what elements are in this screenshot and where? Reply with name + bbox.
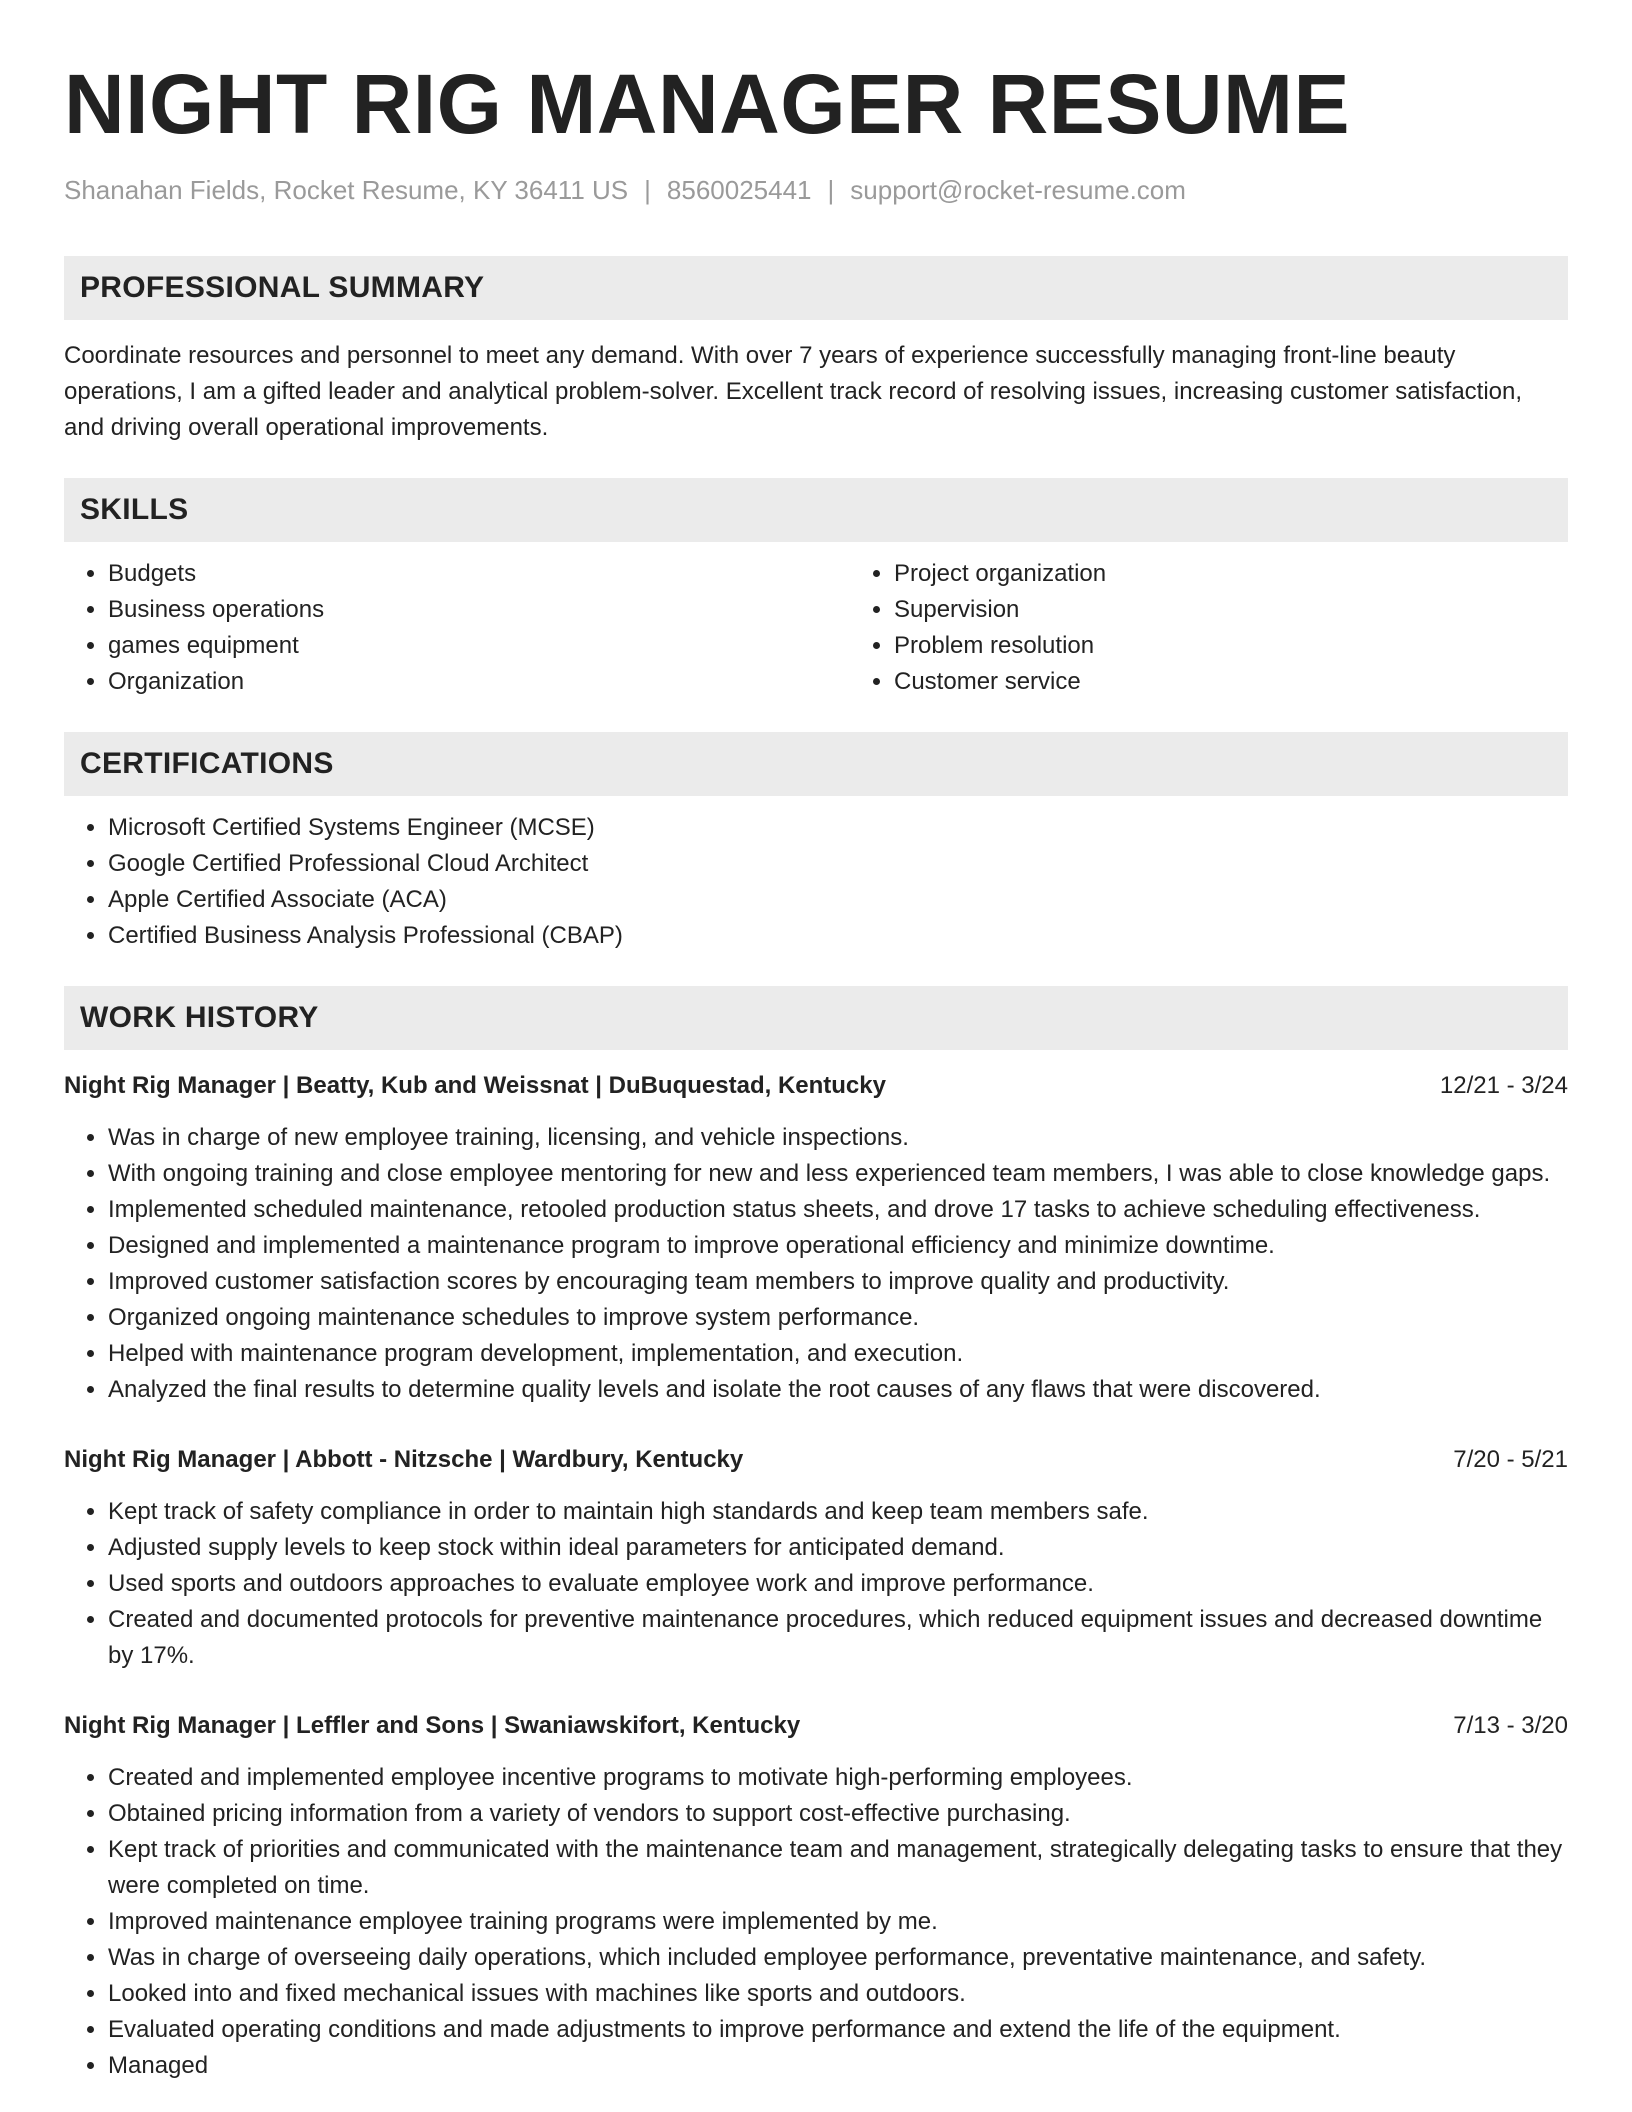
skill-item: • Supervision bbox=[894, 592, 1594, 628]
skills-heading: SKILLS bbox=[64, 478, 1568, 542]
skill-item: • Problem resolution bbox=[894, 628, 1594, 664]
certification-item: • Apple Certified Associate (ACA) bbox=[108, 882, 1568, 918]
summary-text: Coordinate resources and personnel to meet any demand. With over 7 years of experience successfully managing front-line beauty operations, I am a gifted leader and analytical problem-solver. Excellent track record of resolving issues, increasing customer satisfaction, and driving overall operational improvements. bbox=[64, 342, 1523, 441]
job-duty: • Looked into and fixed mechanical issues with machines like sports and outdoors. bbox=[108, 1976, 1568, 2012]
job-duty: • Organized ongoing maintenance schedules to improve system performance. bbox=[108, 1300, 1568, 1336]
job-entry bbox=[64, 1068, 1568, 1408]
job-duty: • Helped with maintenance program development, implementation, and execution. bbox=[108, 1336, 1568, 1372]
certification-item: • Microsoft Certified Systems Engineer (MCSE) bbox=[108, 810, 1568, 846]
job-header bbox=[64, 1708, 1568, 1744]
job-header bbox=[64, 1442, 1568, 1478]
skill-item: • games equipment bbox=[108, 628, 850, 664]
contact-address: Shanahan Fields, Rocket Resume, KY 36411 US bbox=[64, 175, 629, 205]
job-duty: • Designed and implemented a maintenance program to improve operational efficiency and minimize downtime. bbox=[108, 1228, 1568, 1264]
job-duty: • Was in charge of new employee training, licensing, and vehicle inspections. bbox=[108, 1120, 1568, 1156]
job-entry bbox=[64, 1708, 1568, 2084]
job-duties bbox=[64, 1120, 1568, 1408]
job-duty: • Created and implemented employee incentive programs to motivate high-performing employees. bbox=[108, 1760, 1568, 1796]
job-entry bbox=[64, 1442, 1568, 1674]
job-title: Night Rig Manager | Beatty, Kub and Weissnat | DuBuquestad, Kentucky bbox=[64, 1072, 886, 1099]
job-duty: • Obtained pricing information from a variety of vendors to support cost-effective purchasing. bbox=[108, 1796, 1568, 1832]
skill-item: • Business operations bbox=[108, 592, 850, 628]
certifications-heading: CERTIFICATIONS bbox=[64, 732, 1568, 796]
job-duties bbox=[64, 1760, 1568, 2084]
job-dates: 7/20 - 5/21 bbox=[1453, 1446, 1568, 1473]
skill-item: • Project organization bbox=[894, 556, 1594, 592]
skills-column-left bbox=[64, 556, 850, 700]
job-duty: • Improved maintenance employee training programs were implemented by me. bbox=[108, 1904, 1568, 1940]
job-duty: • Improved customer satisfaction scores by encouraging team members to improve quality and productivity. bbox=[108, 1264, 1568, 1300]
skills-list bbox=[64, 542, 1568, 700]
job-dates: 7/13 - 3/20 bbox=[1453, 1712, 1568, 1739]
job-duties bbox=[64, 1494, 1568, 1674]
job-dates: 12/21 - 3/24 bbox=[1439, 1072, 1568, 1099]
job-duty: • Kept track of safety compliance in order to maintain high standards and keep team members safe. bbox=[108, 1494, 1568, 1530]
skill-item: • Organization bbox=[108, 664, 850, 700]
job-duty: • Used sports and outdoors approaches to evaluate employee work and improve performance. bbox=[108, 1566, 1568, 1602]
contact-separator: | bbox=[827, 175, 835, 205]
job-duty: • With ongoing training and close employee mentoring for new and less experienced team members, I was able to close knowledge gaps. bbox=[108, 1156, 1568, 1192]
summary-heading: PROFESSIONAL SUMMARY bbox=[64, 256, 1568, 320]
job-duty: • Evaluated operating conditions and made adjustments to improve performance and extend the life of the equipment. bbox=[108, 2012, 1568, 2048]
resume-title: NIGHT RIG MANAGER RESUME bbox=[64, 57, 1351, 151]
job-duty: • Was in charge of overseeing daily operations, which included employee performance, preventative maintenance, and safety. bbox=[108, 1940, 1568, 1976]
job-duty: • Created and documented protocols for preventive maintenance procedures, which reduced equipment issues and decreased downtime by 17%. bbox=[108, 1602, 1568, 1674]
contact-separator: | bbox=[644, 175, 651, 205]
contact-phone: 8560025441 bbox=[666, 175, 812, 205]
contact-email: support@rocket-resume.com bbox=[850, 175, 1186, 205]
job-duty: • Implemented scheduled maintenance, retooled production status sheets, and drove 17 tasks to achieve scheduling effectiveness. bbox=[108, 1192, 1568, 1228]
certifications-list bbox=[64, 810, 1568, 954]
skill-item: • Budgets bbox=[108, 556, 850, 592]
skill-item: • Customer service bbox=[894, 664, 1594, 700]
certification-item: • Google Certified Professional Cloud Architect bbox=[108, 846, 1568, 882]
job-duty: • Kept track of priorities and communicated with the maintenance team and management, strategically delegating tasks to ensure that they were completed on time. bbox=[108, 1832, 1568, 1904]
job-title: Night Rig Manager | Leffler and Sons | Swaniawskifort, Kentucky bbox=[64, 1712, 801, 1739]
job-duty: • Adjusted supply levels to keep stock within ideal parameters for anticipated demand. bbox=[108, 1530, 1568, 1566]
job-duty: • Managed bbox=[108, 2048, 1568, 2084]
job-header bbox=[64, 1068, 1568, 1104]
job-duty: • Analyzed the final results to determine quality levels and isolate the root causes of any flaws that were discovered. bbox=[108, 1372, 1568, 1408]
contact-line bbox=[64, 174, 1568, 206]
job-title: Night Rig Manager | Abbott - Nitzsche | Wardbury, Kentucky bbox=[64, 1446, 744, 1473]
skills-column-right bbox=[850, 556, 1594, 700]
work-history-heading: WORK HISTORY bbox=[64, 986, 1568, 1050]
certification-item: • Certified Business Analysis Professional (CBAP) bbox=[108, 918, 1568, 954]
